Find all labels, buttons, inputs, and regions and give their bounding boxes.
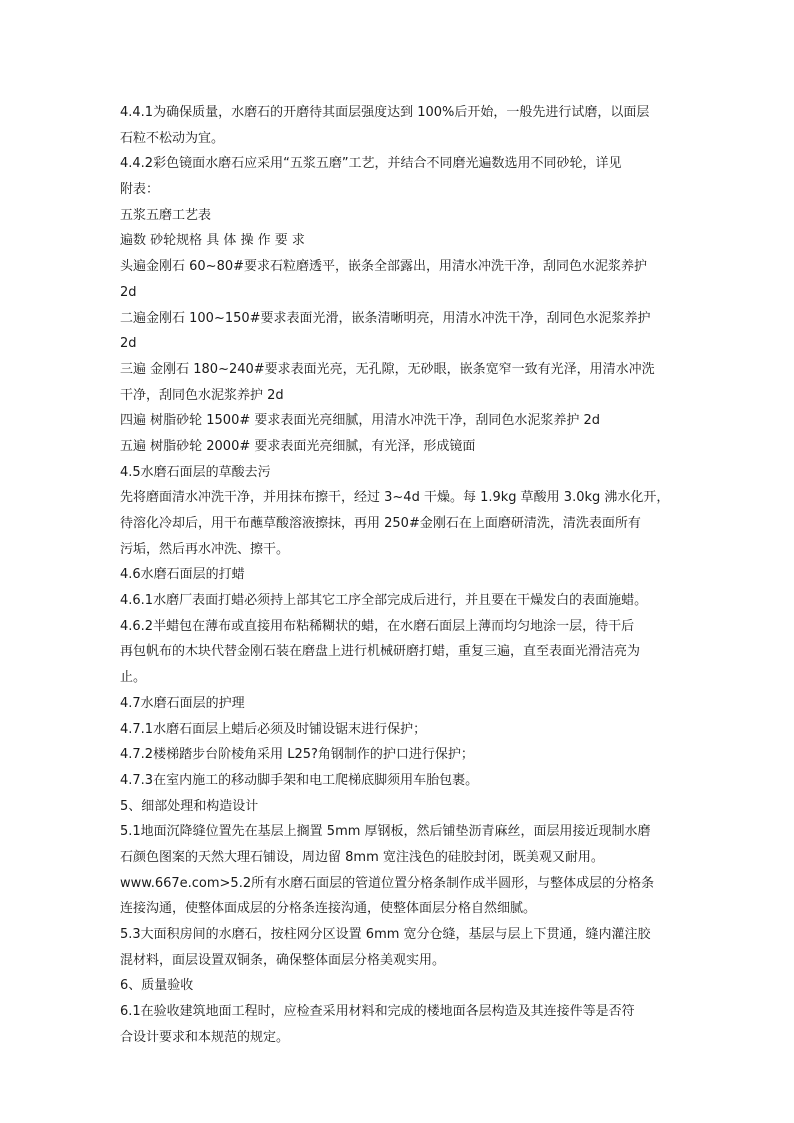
table-row: 四遍 树脂砂轮 1500# 要求表面光亮细腻，用清水冲洗干净，刮同色水泥浆养护 2d (120, 413, 601, 429)
section-heading: 4.5水磨石面层的草酸去污 (120, 464, 271, 480)
text-line: www.667e.com>5.2所有水磨石面层的管道位置分格条制作成半圆形，与整体成层的分格条 (120, 875, 655, 891)
section-heading: 6、质量验收 (120, 978, 194, 994)
text-line: 污垢，然后再水冲洗、擦干。 (120, 541, 290, 557)
table-row-cont: 2d (120, 336, 137, 352)
text-line: 5.3大面积房间的水磨石，按柱网分区设置 6mm 宽分仓缝，基层与层上下贯通，缝内灌注胶 (120, 927, 651, 942)
table-row: 头遍金刚石 60~80#要求石粒磨透平，嵌条全部露出，用清水冲洗干净，刮同色水泥浆养护 (120, 259, 648, 275)
document-page (120, 100, 680, 1050)
text-line: 石粒不松动为宜。 (120, 130, 225, 146)
text-line: 石颜色图案的天然大理石铺设，周边留 8mm 宽注浅色的硅胶封闭，既美观又耐用。 (120, 849, 604, 865)
text-line: 连接沟通，使整体面成层的分格条连接沟通，使整体面层分格自然细腻。 (120, 901, 537, 917)
text-line: 6.1在验收建筑地面工程时，应检查采用材料和完成的楼地面各层构造及其连接件等是否符 (120, 1004, 635, 1020)
text-line: 合设计要求和本规范的规定。 (120, 1029, 290, 1045)
section-heading: 4.7水磨石面层的护理 (120, 695, 245, 711)
table-row: 二遍金刚石 100~150#要求表面光滑，嵌条清晰明亮，用清水冲洗干净，刮同色水泥浆养护 (120, 310, 651, 326)
text-line: 附表： (120, 182, 160, 198)
text-line: 再包帆布的木块代替金刚石装在磨盘上进行机械研磨打蜡，重复三遍，直至表面光滑洁亮为 (120, 644, 641, 660)
text-line: 混材料，面层设置双铜条，确保整体面层分格美观实用。 (120, 952, 446, 968)
table-row: 三遍 金刚石 180~240#要求表面光亮，无孔隙，无砂眼，嵌条宽窄一致有光泽，用清水冲洗 (120, 361, 655, 377)
text-line: 5.1地面沉降缝位置先在基层上搁置 5mm 厚钢板，然后铺垫沥青麻丝，面层用接近现制水磨 (120, 824, 651, 840)
text-line: 4.6.2半蜡包在薄布或直接用布粘稀糊状的蜡，在水磨石面层上薄而均匀地涂一层，待干后 (120, 618, 635, 634)
section-heading: 4.6水磨石面层的打蜡 (120, 567, 245, 583)
table-row-cont: 干净，刮同色水泥浆养护 2d (120, 387, 284, 403)
text-line: 4.7.3在室内施工的移动脚手架和电工爬梯底脚须用车胎包裹。 (120, 772, 479, 788)
text-line: 4.6.1水磨厂表面打蜡必须持上部其它工序全部完成后进行，并且要在干燥发白的表面施蜡。 (120, 593, 648, 609)
text-line: 4.4.2彩色镜面水磨石应采用“五浆五磨”工艺，并结合不同磨光遍数选用不同砂轮，详见 (120, 156, 622, 172)
table-row: 五遍 树脂砂轮 2000# 要求表面光亮细腻，有光泽，形成镜面 (120, 438, 476, 454)
text-line: 4.7.1水磨石面层上蜡后必须及时铺设锯末进行保护； (120, 721, 427, 737)
text-line: 4.7.2楼梯踏步台阶棱角采用 L25?角钢制作的护口进行保护； (120, 747, 474, 763)
table-header: 遍数 砂轮规格 具 体 操 作 要 求 (120, 233, 305, 249)
table-row-cont: 2d (120, 284, 137, 300)
text-line: 4.4.1为确保质量，水磨石的开磨待其面层强度达到 100%后开始，一般先进行试磨，以面层 (120, 105, 650, 120)
text-line: 待溶化冷却后，用干布蘸草酸溶液擦抹，再用 250#金刚石在上面磨研清洗，清洗表面所有 (120, 516, 641, 531)
table-title: 五浆五磨工艺表 (120, 207, 212, 223)
text-line: 先将磨面清水冲洗干净，并用抹布擦干，经过 3~4d 干燥。每 1.9kg 草酸用 3.0kg 沸水化开， (120, 490, 670, 506)
text-line: 止。 (120, 670, 147, 686)
section-heading: 5、细部处理和构造设计 (120, 798, 259, 814)
